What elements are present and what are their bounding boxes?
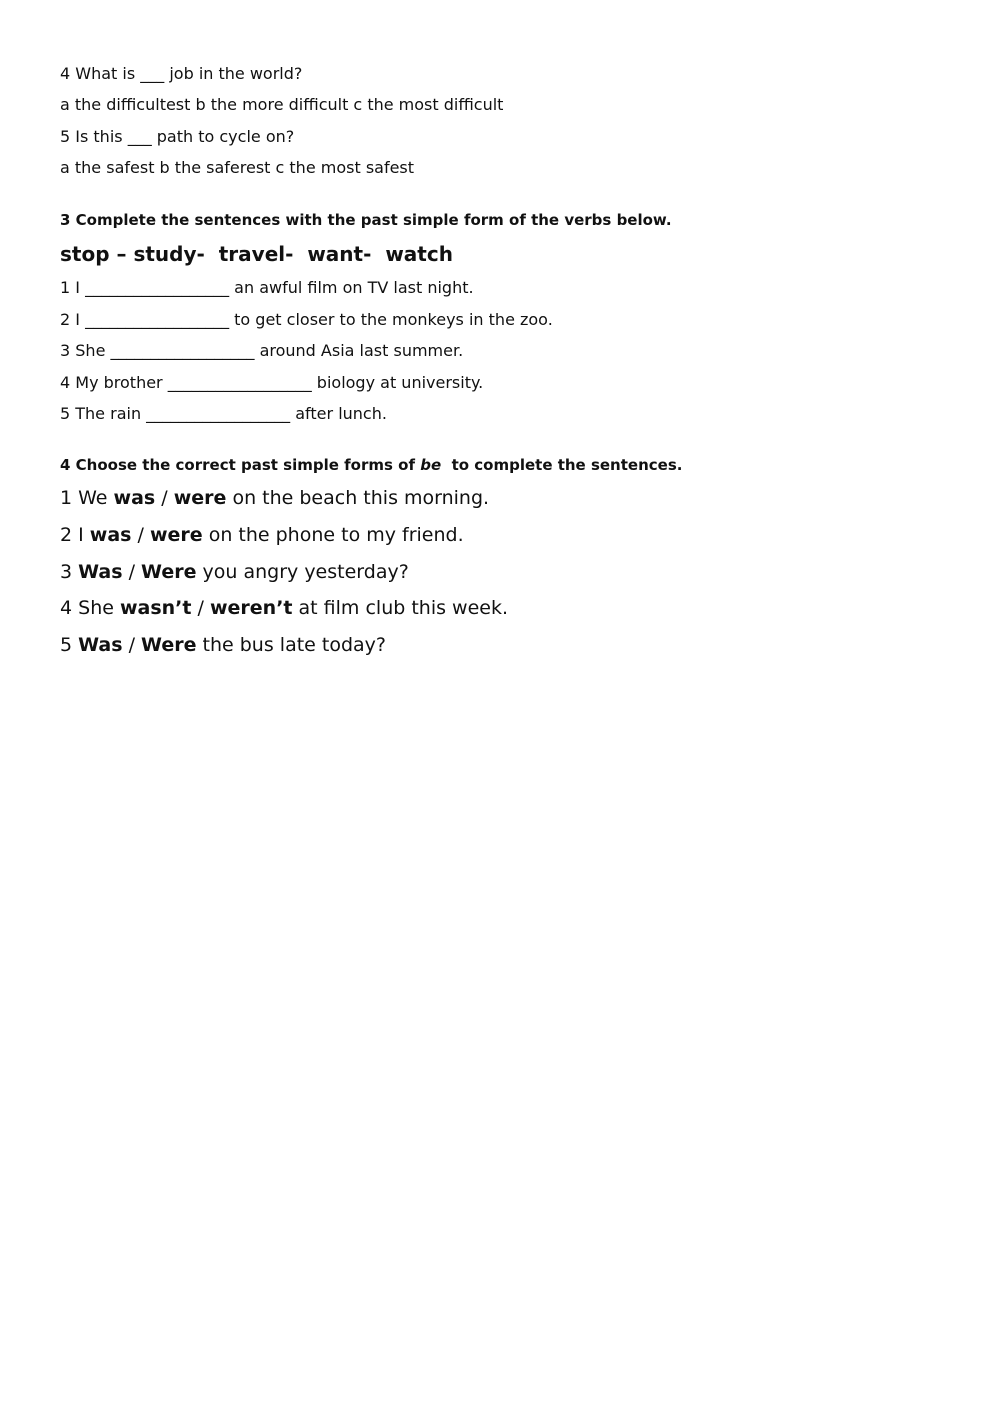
section4-heading-text-end: to complete the sentences. [441,456,683,474]
item-text: on the beach this morning. [226,487,490,509]
option-were[interactable]: Were [141,634,197,656]
section4-item-4 [60,599,508,618]
section4-heading [60,458,682,473]
section3-word-bank: stop – study- travel- want- watch [60,242,453,266]
item-number: 2 I [60,524,90,546]
option-separator: / [122,634,142,656]
section4-heading-text: 4 Choose the correct past simple forms of [60,456,421,474]
item-number: 4 She [60,597,120,619]
section3-heading: 3 Complete the sentences with the past simple form of the verbs below. [60,211,672,229]
section4-heading-verb: be [420,456,442,474]
option-separator: / [191,597,210,619]
item-number: 5 [60,634,79,656]
section2-question-4: 4 What is ___ job in the world? [60,64,303,83]
section2-options-4: a the difficultest b the more difficult c the most difficult [60,95,504,114]
section3-item-5: 5 The rain __________________ after lunch. [60,404,387,423]
item-text: the bus late today? [196,634,386,656]
option-were[interactable]: were [173,487,227,509]
option-werent[interactable]: weren’t [209,597,293,619]
option-separator: / [155,487,174,509]
section3-item-2: 2 I __________________ to get closer to the monkeys in the zoo. [60,310,553,329]
section3-item-3: 3 She __________________ around Asia last summer. [60,341,464,360]
option-wasnt[interactable]: wasn’t [119,597,192,619]
option-was[interactable]: was [89,524,132,546]
section2-question-5: 5 Is this ___ path to cycle on? [60,127,295,146]
section2-options-5: a the safest b the saferest c the most safest [60,158,415,177]
option-was[interactable]: was [113,487,156,509]
item-text: you angry yesterday? [196,561,409,583]
option-were[interactable]: Were [141,561,197,583]
item-number: 1 We [60,487,114,509]
section4-item-1 [60,489,489,508]
section3-item-4: 4 My brother __________________ biology at university. [60,373,484,392]
option-were[interactable]: were [149,524,203,546]
option-was[interactable]: Was [78,561,123,583]
section3-item-1: 1 I __________________ an awful film on TV last night. [60,278,474,297]
option-was[interactable]: Was [78,634,123,656]
item-text: at film club this week. [292,597,509,619]
item-text: on the phone to my friend. [202,524,464,546]
item-number: 3 [60,561,79,583]
section4-item-2 [60,526,464,545]
option-separator: / [122,561,142,583]
section4-item-3 [60,563,409,582]
option-separator: / [131,524,150,546]
section4-item-5 [60,636,386,655]
